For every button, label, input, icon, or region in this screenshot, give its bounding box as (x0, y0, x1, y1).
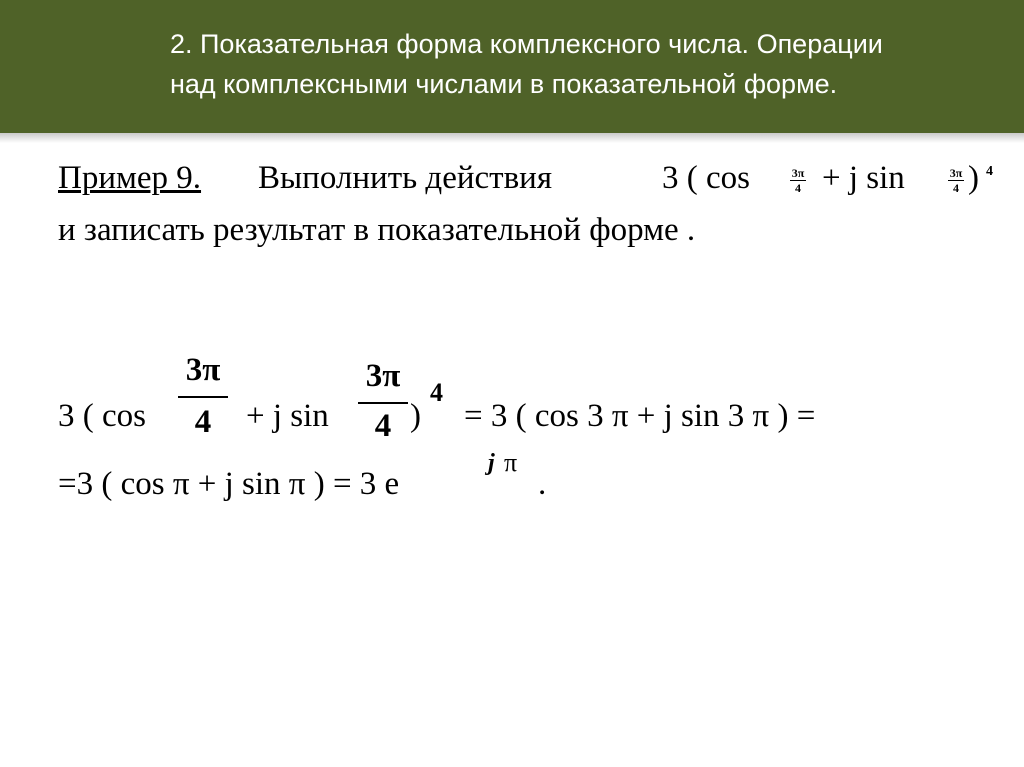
task-expr-prefix: 3 ( cos (662, 160, 750, 196)
task-verb: Выполнить действия (258, 160, 553, 196)
solution-fraction-2-numerator: 3π (365, 358, 401, 394)
title-line-1: 2. Показательная форма комплексного числа. Операции (170, 29, 883, 59)
fraction-numerator: 3π (791, 166, 805, 180)
task-close-paren: ) (968, 160, 979, 196)
exponent-pi: π (504, 448, 518, 477)
solution-power: 4 (430, 378, 443, 407)
solution-fraction-2-denominator: 4 (374, 408, 392, 444)
task-power: 4 (986, 164, 993, 179)
task-line-2: и записать результат в показательной форме . (58, 212, 696, 248)
solution-close-paren: ) (410, 398, 421, 434)
solution-line-1-rest: = 3 ( cos 3 π + j sin 3 π ) = (464, 398, 816, 434)
fraction-denominator: 4 (953, 181, 959, 195)
task-plus-j-sin: + j sin (822, 160, 905, 196)
task-fraction-2 (944, 166, 968, 195)
task-fraction-1 (786, 166, 810, 195)
solution-fraction-2-bar (358, 402, 408, 404)
solution-fraction-1-bar (178, 396, 228, 398)
title-line-2: над комплексными числами в показательной форме. (170, 69, 838, 99)
solution-prefix: 3 ( cos (58, 398, 146, 434)
solution-fraction-1-denominator: 4 (194, 404, 212, 440)
exponent-j: j (488, 450, 495, 476)
solution-fraction-1-numerator: 3π (185, 352, 221, 388)
fraction-numerator: 3π (949, 166, 963, 180)
solution-plus-j-sin: + j sin (246, 398, 329, 434)
solution-period: . (538, 466, 547, 502)
example-label: Пример 9. (58, 160, 202, 196)
fraction-denominator: 4 (795, 181, 801, 195)
solution-line-2: =3 ( cos π + j sin π ) = 3 e (58, 466, 400, 502)
